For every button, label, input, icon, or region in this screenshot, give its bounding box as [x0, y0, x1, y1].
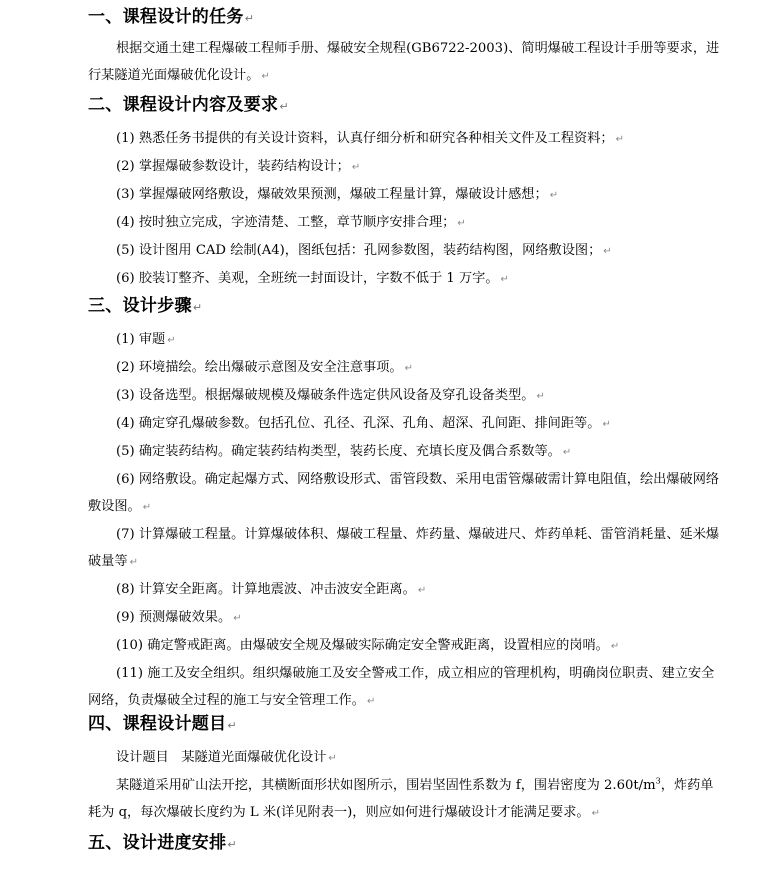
paragraph-mark-icon: ↵ [244, 12, 255, 25]
paragraph: 根据交通土建工程爆破工程师手册、爆破安全规程(GB6722-2003)、简明爆破工程设计手册等要求，进行某隧道光面爆破优化设计。 ↵ [88, 41, 720, 83]
section-body-task [88, 35, 723, 90]
list-item: (8) 计算安全距离。计算地震波、冲击波安全距离。 ↵ [116, 582, 427, 597]
section-heading-schedule: 五、设计进度安排↵ [88, 833, 237, 853]
paragraph-mark-icon: ↵ [261, 71, 270, 82]
list-item: (10) 确定警戒距离。由爆破安全规及爆破实际确定安全警戒距离，设置相应的岗哨。 ↵ [116, 638, 620, 653]
paragraph-mark-icon: ↵ [562, 447, 572, 458]
paragraph-mark-icon: ↵ [603, 246, 612, 257]
list-item: (6) 胶装订整齐、美观，全班统一封面设计，字数不低于 1 万字。 ↵ [116, 271, 509, 286]
paragraph-mark-icon: ↵ [167, 335, 176, 346]
list-item: (9) 预测爆破效果。 ↵ [116, 610, 242, 625]
section-heading-task: 一、课程设计的任务↵ [88, 7, 255, 27]
section-body-design-steps [88, 326, 723, 715]
list-item: (2) 掌握爆破参数设计，装药结构设计； ↵ [116, 159, 361, 174]
paragraph-mark-icon: ↵ [192, 301, 203, 314]
paragraph-mark-icon: ↵ [233, 613, 242, 624]
paragraph-mark-icon: ↵ [591, 808, 601, 819]
paragraph-mark-icon: ↵ [610, 641, 620, 652]
paragraph-mark-icon: ↵ [142, 502, 152, 513]
section-body-content-requirements [88, 125, 723, 293]
paragraph-mark-icon: ↵ [129, 557, 138, 568]
list-item: (1) 熟悉任务书提供的有关设计资料，认真仔细分析和研究各种相关文件及工程资料； ↵ [116, 131, 625, 146]
paragraph: 设计题目 某隧道光面爆破优化设计 ↵ [116, 750, 337, 765]
section-heading-design-steps: 三、设计步骤↵ [88, 296, 203, 316]
paragraph-mark-icon: ↵ [227, 719, 237, 732]
section-heading-content-requirements: 二、课程设计内容及要求↵ [88, 95, 289, 115]
list-item: (4) 按时独立完成，字迹清楚、工整，章节顺序安排合理； ↵ [116, 215, 466, 230]
list-item: (1) 审题 ↵ [116, 332, 176, 347]
list-item: (5) 设计图用 CAD 绘制(A4)，图纸包括：孔网参数图，装药结构图，网络敷设图； ↵ [116, 243, 612, 258]
paragraph: 某隧道采用矿山法开挖，其横断面形状如图所示，围岩坚固性系数为 f，围岩密度为 $2.60t/m^3$，炸药单耗为 q，每次爆破长度约为 L 米(详见附表一)，则应如何进行爆破设计才能满足要求。 ↵ [88, 776, 714, 820]
paragraph-mark-icon: ↵ [366, 696, 376, 707]
paragraph-mark-icon: ↵ [227, 838, 237, 851]
paragraph-mark-icon: ↵ [536, 391, 545, 402]
list-item: (5) 确定装药结构。确定装药结构类型，装药长度、充填长度及偶合系数等。 ↵ [116, 444, 572, 459]
list-item: (7) 计算爆破工程量。计算爆破体积、爆破工程量、炸药量、爆破进尺、炸药单耗、雷管消耗量、延米爆破量等 ↵ [88, 527, 720, 569]
list-item: (4) 确定穿孔爆破参数。包括孔位、孔径、孔深、孔角、超深、孔间距、排间距等。 ↵ [116, 416, 611, 431]
paragraph-mark-icon: ↵ [500, 274, 509, 285]
paragraph-mark-icon: ↵ [457, 218, 466, 229]
paragraph-mark-icon: ↵ [279, 100, 289, 113]
section-heading-design-topic: 四、课程设计题目↵ [88, 714, 237, 734]
paragraph-mark-icon: ↵ [615, 134, 625, 145]
list-item: (3) 设备选型。根据爆破规模及爆破条件选定供风设备及穿孔设备类型。 ↵ [116, 388, 545, 403]
paragraph-mark-icon: ↵ [417, 585, 427, 596]
list-item: (2) 环境描绘。绘出爆破示意图及安全注意事项。 ↵ [116, 360, 414, 375]
list-item: (6) 网络敷设。确定起爆方式、网络敷设形式、雷管段数、采用电雷管爆破需计算电阻值，绘出爆破网络敷设图。 ↵ [88, 472, 720, 514]
section-body-design-topic [88, 744, 723, 827]
list-item: (11) 施工及安全组织。组织爆破施工及安全警戒工作，成立相应的管理机构，明确岗位职责、建立安全网络，负责爆破全过程的施工与安全管理工作。 ↵ [88, 666, 715, 708]
paragraph-mark-icon: ↵ [351, 162, 361, 173]
paragraph-mark-icon: ↵ [328, 753, 337, 764]
paragraph-mark-icon: ↵ [549, 190, 559, 201]
paragraph-mark-icon: ↵ [404, 363, 414, 374]
list-item: (3) 掌握爆破网络敷设，爆破效果预测，爆破工程量计算，爆破设计感想； ↵ [116, 187, 559, 202]
paragraph-mark-icon: ↵ [602, 419, 611, 430]
